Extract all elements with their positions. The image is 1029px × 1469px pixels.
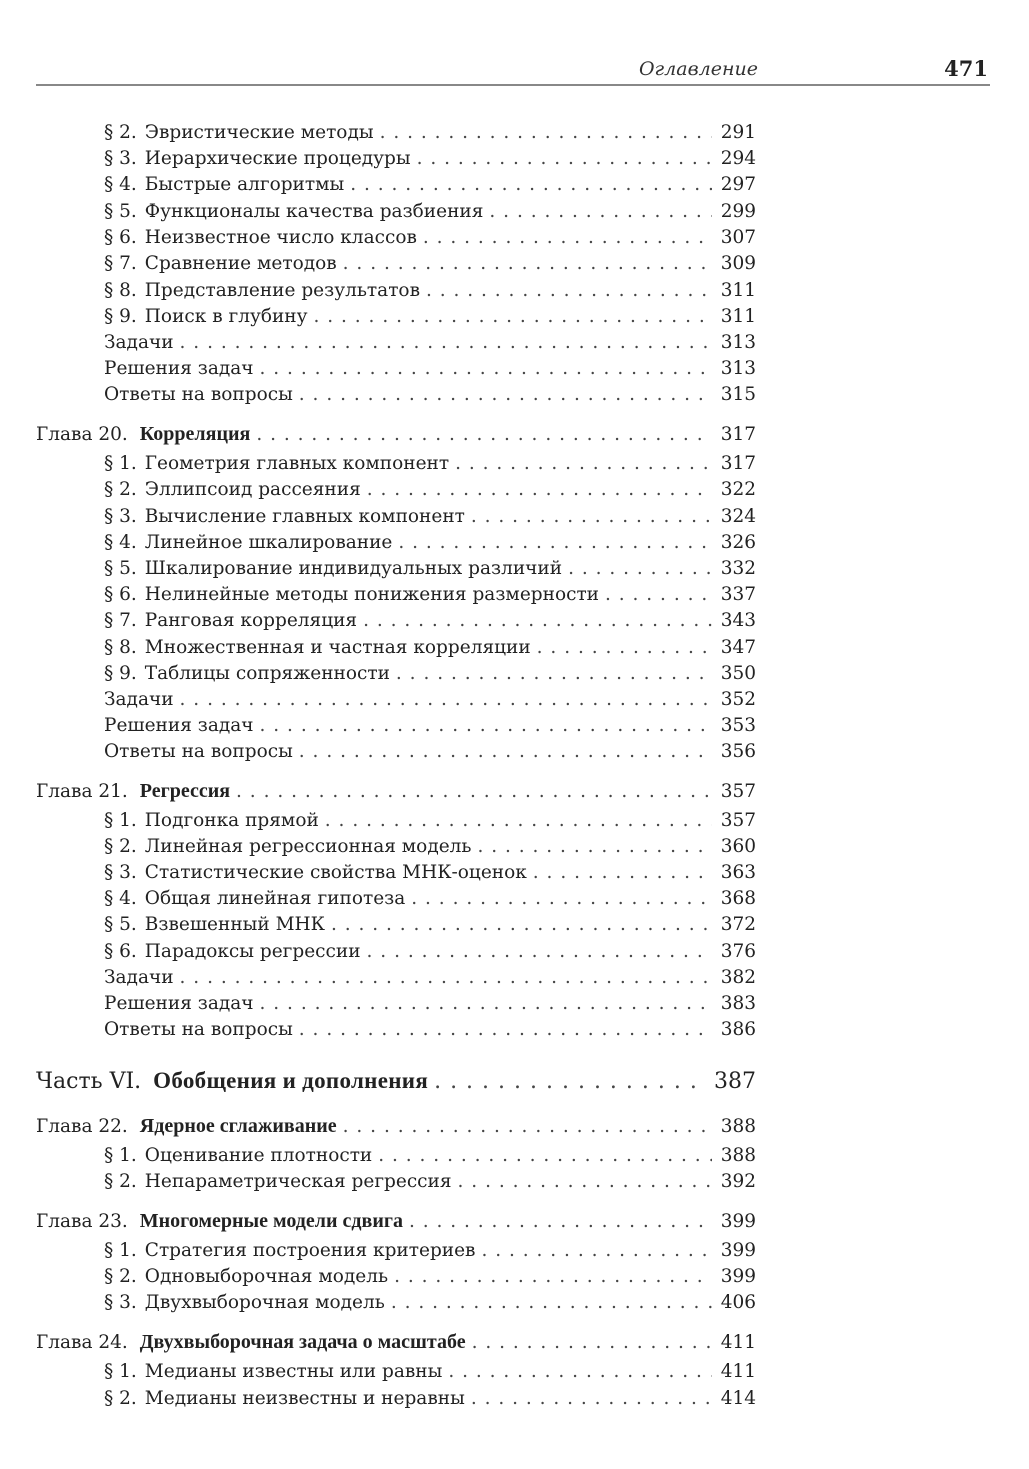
- toc-section-entry: [104, 808, 756, 834]
- section-number: § 5.: [104, 201, 137, 222]
- dot-leader: [426, 278, 712, 304]
- section-title: Вычисление главных компонент: [144, 506, 465, 527]
- section-number: § 3.: [104, 148, 137, 169]
- chapter-label: Глава 21.: [36, 781, 128, 802]
- chapter-title: Многомерные модели сдвига: [139, 1210, 403, 1232]
- chapter-label: Глава 24.: [36, 1332, 128, 1353]
- running-header: [36, 54, 990, 86]
- page-ref: 317: [720, 453, 756, 474]
- section-title: Иерархические процедуры: [144, 148, 411, 169]
- page-ref: 353: [720, 715, 756, 736]
- page-ref: 324: [720, 506, 756, 527]
- section-title: Ответы на вопросы: [104, 741, 293, 762]
- section-title: Задачи: [104, 689, 174, 710]
- section-number: § 2.: [104, 1388, 137, 1409]
- section-title: Представление результатов: [144, 280, 420, 301]
- page-ref: 317: [720, 424, 756, 445]
- page-ref: 315: [720, 384, 756, 405]
- toc-section-entry: [104, 477, 756, 503]
- dot-leader: [378, 1143, 712, 1169]
- dot-leader: [325, 808, 712, 834]
- running-title: Оглавление: [638, 58, 758, 80]
- dot-leader: [391, 1290, 712, 1316]
- toc-part-entry: [36, 1068, 756, 1094]
- dot-leader: [537, 635, 712, 661]
- toc-section-entry: [104, 608, 756, 634]
- dot-leader: [367, 477, 712, 503]
- toc-section-entry: [104, 1290, 756, 1316]
- dot-leader: [396, 661, 712, 687]
- section-title: Линейная регрессионная модель: [144, 836, 472, 857]
- page-ref: 347: [720, 637, 756, 658]
- toc-section-entry: [104, 1264, 756, 1290]
- section-title: Медианы неизвестны и неравны: [144, 1388, 465, 1409]
- section-number: § 5.: [104, 914, 137, 935]
- dot-leader: [471, 1386, 712, 1412]
- section-number: § 3.: [104, 506, 137, 527]
- chapter-title: Двухвыборочная задача о масштабе: [139, 1331, 466, 1353]
- toc-section-entry: [104, 912, 756, 938]
- page-ref: 356: [720, 741, 756, 762]
- section-number: § 6.: [104, 227, 137, 248]
- section-title: Ответы на вопросы: [104, 1019, 293, 1040]
- dot-leader: [568, 556, 712, 582]
- page-ref: 313: [720, 358, 756, 379]
- toc-section-entry: [104, 1238, 756, 1264]
- toc-chapter-entry: [36, 421, 756, 447]
- page-ref: 368: [720, 888, 756, 909]
- section-title: Оценивание плотности: [144, 1145, 373, 1166]
- dot-leader: [343, 1114, 712, 1140]
- toc-chapter-entry: [36, 778, 756, 804]
- toc-section-entry: [104, 172, 756, 198]
- toc-section-entry: [104, 304, 756, 330]
- dot-leader: [471, 504, 712, 530]
- page-ref: 406: [720, 1292, 756, 1313]
- page-ref: 311: [720, 306, 756, 327]
- section-number: § 2.: [104, 479, 137, 500]
- section-title: Подгонка прямой: [144, 810, 319, 831]
- section-title: Эвристические методы: [144, 122, 374, 143]
- page-ref: 387: [714, 1069, 756, 1094]
- page-ref: 352: [720, 689, 756, 710]
- toc-section-entry: [104, 556, 756, 582]
- toc-section-entry: [104, 225, 756, 251]
- page-ref: 343: [720, 610, 756, 631]
- section-title: Решения задач: [104, 358, 254, 379]
- dot-leader: [180, 687, 712, 713]
- page-ref: 388: [720, 1145, 756, 1166]
- page-ref: 360: [720, 836, 756, 857]
- dot-leader: [434, 1069, 706, 1095]
- page-ref: 383: [720, 993, 756, 1014]
- page-ref: 399: [720, 1240, 756, 1261]
- dot-leader: [256, 422, 712, 448]
- page-ref: 350: [720, 663, 756, 684]
- dot-leader: [423, 225, 712, 251]
- toc-section-entry: [104, 939, 756, 965]
- section-number: § 2.: [104, 122, 137, 143]
- toc-section-entry: [104, 991, 756, 1017]
- page-ref: 357: [720, 781, 756, 802]
- section-number: § 1.: [104, 453, 137, 474]
- chapter-label: Глава 23.: [36, 1211, 128, 1232]
- dot-leader: [417, 146, 712, 172]
- dot-leader: [489, 199, 712, 225]
- dot-leader: [180, 330, 712, 356]
- section-number: § 3.: [104, 1292, 137, 1313]
- toc-section-entry: [104, 739, 756, 765]
- dot-leader: [394, 1264, 712, 1290]
- section-number: § 2.: [104, 1266, 137, 1287]
- page-ref: 388: [720, 1116, 756, 1137]
- section-title: Статистические свойства МНК-оценок: [144, 862, 527, 883]
- dot-leader: [363, 608, 712, 634]
- dot-leader: [299, 1017, 712, 1043]
- page-ref: 357: [720, 810, 756, 831]
- section-title: Парадоксы регрессии: [144, 941, 361, 962]
- section-number: § 2.: [104, 1171, 137, 1192]
- page-ref: 313: [720, 332, 756, 353]
- dot-leader: [533, 860, 712, 886]
- toc-section-entry: [104, 1143, 756, 1169]
- dot-leader: [605, 582, 712, 608]
- dot-leader: [350, 172, 712, 198]
- page-ref: 392: [720, 1171, 756, 1192]
- section-number: § 8.: [104, 637, 137, 658]
- dot-leader: [398, 530, 712, 556]
- section-number: § 4.: [104, 888, 137, 909]
- section-number: § 9.: [104, 663, 137, 684]
- toc-chapter-entry: [36, 1208, 756, 1234]
- toc-section-entry: [104, 451, 756, 477]
- section-title: Сравнение методов: [144, 253, 337, 274]
- section-number: § 5.: [104, 558, 137, 579]
- toc-section-entry: [104, 965, 756, 991]
- section-title: Общая линейная гипотеза: [144, 888, 406, 909]
- dot-leader: [380, 120, 712, 146]
- section-number: § 3.: [104, 862, 137, 883]
- section-number: § 4.: [104, 532, 137, 553]
- dot-leader: [448, 1359, 712, 1385]
- page-ref: 363: [720, 862, 756, 883]
- section-number: § 1.: [104, 1145, 137, 1166]
- section-title: Стратегия построения критериев: [144, 1240, 476, 1261]
- page-ref: 322: [720, 479, 756, 500]
- section-title: Задачи: [104, 332, 174, 353]
- page-number: 471: [944, 56, 988, 81]
- page-ref: 291: [720, 122, 756, 143]
- section-title: Решения задач: [104, 715, 254, 736]
- toc-section-entry: [104, 1386, 756, 1412]
- dot-leader: [260, 991, 712, 1017]
- page-ref: 294: [720, 148, 756, 169]
- dot-leader: [260, 356, 712, 382]
- section-title: Геометрия главных компонент: [144, 453, 450, 474]
- toc-section-entry: [104, 530, 756, 556]
- page-ref: 414: [720, 1388, 756, 1409]
- section-title: Множественная и частная корреляции: [144, 637, 531, 658]
- dot-leader: [331, 912, 712, 938]
- section-number: § 8.: [104, 280, 137, 301]
- dot-leader: [343, 251, 712, 277]
- toc-section-entry: [104, 860, 756, 886]
- toc-section-entry: [104, 687, 756, 713]
- toc-section-entry: [104, 504, 756, 530]
- dot-leader: [477, 834, 712, 860]
- section-title: Функционалы качества разбиения: [144, 201, 484, 222]
- page-ref: 311: [720, 280, 756, 301]
- section-number: § 9.: [104, 306, 137, 327]
- section-title: Взвешенный МНК: [144, 914, 325, 935]
- toc-section-entry: [104, 1169, 756, 1195]
- toc-chapter-entry: [36, 1113, 756, 1139]
- dot-leader: [299, 739, 712, 765]
- section-title: Линейное шкалирование: [144, 532, 393, 553]
- chapter-label: Глава 22.: [36, 1116, 128, 1137]
- toc-section-entry: [104, 356, 756, 382]
- page-ref: 297: [720, 174, 756, 195]
- section-title: Одновыборочная модель: [144, 1266, 389, 1287]
- dot-leader: [409, 1209, 712, 1235]
- section-title: Задачи: [104, 967, 174, 988]
- dot-leader: [367, 939, 712, 965]
- page-ref: 307: [720, 227, 756, 248]
- toc-section-entry: [104, 146, 756, 172]
- section-title: Ранговая корреляция: [144, 610, 358, 631]
- part-title: Обобщения и дополнения: [153, 1068, 429, 1093]
- section-number: § 2.: [104, 836, 137, 857]
- page-ref: 382: [720, 967, 756, 988]
- section-number: § 6.: [104, 584, 137, 605]
- toc-section-entry: [104, 199, 756, 225]
- dot-leader: [236, 779, 712, 805]
- toc-section-entry: [104, 251, 756, 277]
- dot-leader: [299, 382, 712, 408]
- page-ref: 411: [720, 1332, 756, 1353]
- section-title: Непараметрическая регрессия: [144, 1171, 452, 1192]
- toc-section-entry: [104, 120, 756, 146]
- chapter-title: Корреляция: [139, 423, 251, 445]
- dot-leader: [260, 713, 712, 739]
- chapter-title: Ядерное сглаживание: [139, 1115, 337, 1137]
- section-number: § 7.: [104, 253, 137, 274]
- page-ref: 309: [720, 253, 756, 274]
- page-ref: 332: [720, 558, 756, 579]
- page-ref: 399: [720, 1266, 756, 1287]
- dot-leader: [180, 965, 712, 991]
- page-ref: 411: [720, 1361, 756, 1382]
- toc-section-entry: [104, 886, 756, 912]
- section-number: § 4.: [104, 174, 137, 195]
- section-title: Решения задач: [104, 993, 254, 1014]
- section-title: Шкалирование индивидуальных различий: [144, 558, 563, 579]
- section-title: Таблицы сопряженности: [144, 663, 390, 684]
- toc-section-entry: [104, 382, 756, 408]
- section-title: Неизвестное число классов: [144, 227, 417, 248]
- toc-chapter-entry: [36, 1329, 756, 1355]
- dot-leader: [314, 304, 712, 330]
- section-title: Ответы на вопросы: [104, 384, 293, 405]
- toc-section-entry: [104, 1017, 756, 1043]
- section-title: Поиск в глубину: [144, 306, 308, 327]
- dot-leader: [458, 1169, 712, 1195]
- page-ref: 337: [720, 584, 756, 605]
- page-ref: 372: [720, 914, 756, 935]
- toc-section-entry: [104, 330, 756, 356]
- section-title: Медианы известны или равны: [144, 1361, 443, 1382]
- chapter-title: Регрессия: [139, 780, 231, 802]
- toc-section-entry: [104, 661, 756, 687]
- section-number: § 1.: [104, 810, 137, 831]
- toc-section-entry: [104, 1359, 756, 1385]
- section-number: § 6.: [104, 941, 137, 962]
- page-ref: 376: [720, 941, 756, 962]
- section-title: Нелинейные методы понижения размерности: [144, 584, 600, 605]
- toc-section-entry: [104, 278, 756, 304]
- section-title: Быстрые алгоритмы: [144, 174, 345, 195]
- chapter-label: Глава 20.: [36, 424, 128, 445]
- toc-section-entry: [104, 834, 756, 860]
- toc-section-entry: [104, 713, 756, 739]
- dot-leader: [411, 886, 712, 912]
- dot-leader: [481, 1238, 712, 1264]
- dot-leader: [455, 451, 712, 477]
- section-number: § 7.: [104, 610, 137, 631]
- section-title: Эллипсоид рассеяния: [144, 479, 361, 500]
- toc-section-entry: [104, 635, 756, 661]
- section-number: § 1.: [104, 1240, 137, 1261]
- page-ref: 386: [720, 1019, 756, 1040]
- section-title: Двухвыборочная модель: [144, 1292, 385, 1313]
- dot-leader: [472, 1330, 712, 1356]
- part-label: Часть VI.: [36, 1069, 142, 1094]
- page-ref: 399: [720, 1211, 756, 1232]
- page-ref: 326: [720, 532, 756, 553]
- section-number: § 1.: [104, 1361, 137, 1382]
- toc-section-entry: [104, 582, 756, 608]
- page-ref: 299: [720, 201, 756, 222]
